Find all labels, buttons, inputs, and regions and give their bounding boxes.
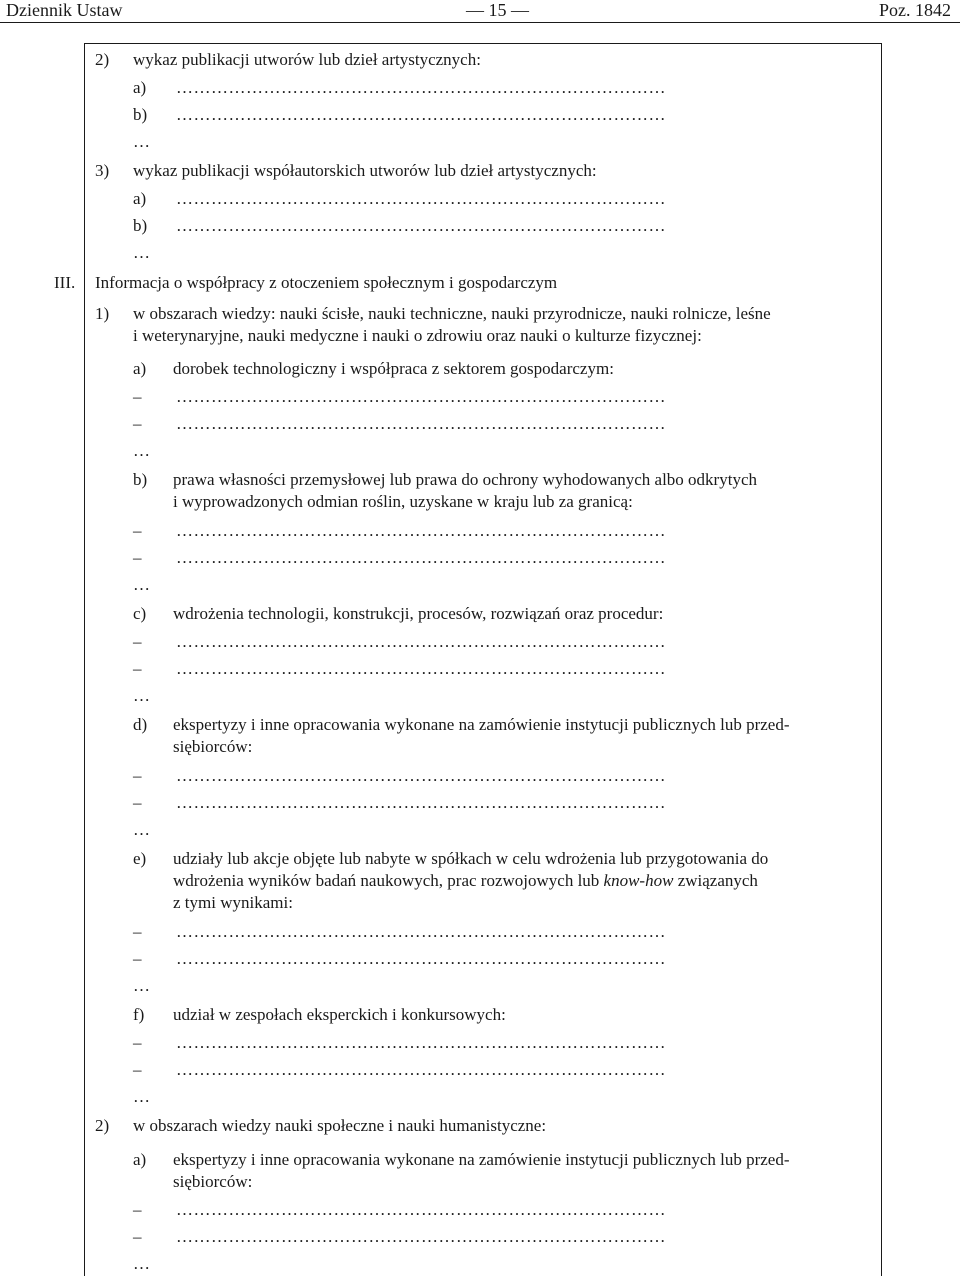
fill-line[interactable]: ………………………………………………………………………… bbox=[176, 521, 666, 540]
fill-line[interactable]: ………………………………………………………………………… bbox=[176, 922, 666, 941]
dash: – bbox=[133, 766, 142, 785]
sub-label: b) bbox=[133, 105, 148, 124]
dash: – bbox=[133, 1200, 142, 1219]
sub-label: f) bbox=[133, 1005, 145, 1024]
sub-text: udział w zespołach eksperckich i konkursowych: bbox=[173, 1005, 506, 1024]
ellipsis: … bbox=[133, 1087, 150, 1106]
sub-label: d) bbox=[133, 715, 148, 734]
dash: – bbox=[133, 659, 142, 678]
sub-label: a) bbox=[133, 78, 147, 97]
dash: – bbox=[133, 1227, 142, 1246]
fill-line[interactable]: ………………………………………………………………………… bbox=[176, 659, 666, 678]
know-how-term: know-how bbox=[603, 871, 674, 890]
fill-line[interactable]: ………………………………………………………………………… bbox=[176, 949, 666, 968]
section-title: Informacja o współpracy z otoczeniem społecznym i gospodarczym bbox=[95, 273, 558, 292]
sub-label: a) bbox=[133, 1150, 147, 1169]
dash: – bbox=[133, 387, 142, 406]
section-number: III. bbox=[54, 273, 76, 292]
item-number: 3) bbox=[95, 161, 110, 180]
page-header bbox=[0, 0, 960, 22]
sub-text: siębiorców: bbox=[173, 737, 253, 756]
sub-text: ekspertyzy i inne opracowania wykonane na zamówienie instytucji publicznych lub przed- bbox=[173, 1150, 790, 1169]
sub-text-part: wdrożenia wyników badań naukowych, prac rozwojowych lub bbox=[173, 871, 604, 890]
fill-line[interactable]: ………………………………………………………………………… bbox=[176, 548, 666, 567]
item-text: wykaz publikacji utworów lub dzieł artystycznych: bbox=[133, 50, 481, 69]
item-text: w obszarach wiedzy nauki społeczne i nauki humanistyczne: bbox=[133, 1116, 547, 1135]
fill-line[interactable]: ………………………………………………………………………… bbox=[176, 793, 666, 812]
ellipsis: … bbox=[133, 1254, 150, 1273]
ellipsis: … bbox=[133, 441, 150, 460]
dash: – bbox=[133, 1033, 142, 1052]
ellipsis: … bbox=[133, 686, 150, 705]
sub-text: siębiorców: bbox=[173, 1172, 253, 1191]
fill-line[interactable]: ………………………………………………………………………… bbox=[176, 1227, 666, 1246]
dash: – bbox=[133, 1060, 142, 1079]
ellipsis: … bbox=[133, 976, 150, 995]
fill-line[interactable]: ………………………………………………………………………… bbox=[176, 1060, 666, 1079]
sub-label: b) bbox=[133, 216, 148, 235]
fill-line[interactable]: ………………………………………………………………………… bbox=[176, 78, 666, 97]
sub-text: z tymi wynikami: bbox=[173, 893, 293, 912]
fill-line[interactable]: ………………………………………………………………………… bbox=[176, 766, 666, 785]
position-number: Poz. 1842 bbox=[879, 0, 951, 20]
header-rule bbox=[0, 22, 960, 23]
fill-line[interactable]: ………………………………………………………………………… bbox=[176, 216, 666, 235]
item-number: 2) bbox=[95, 50, 110, 69]
dash: – bbox=[133, 793, 142, 812]
sub-label: c) bbox=[133, 604, 147, 623]
dash: – bbox=[133, 922, 142, 941]
fill-line[interactable]: ………………………………………………………………………… bbox=[176, 189, 666, 208]
sub-text: dorobek technologiczny i współpraca z sektorem gospodarczym: bbox=[173, 359, 614, 378]
ellipsis: … bbox=[133, 575, 150, 594]
item-text: i weterynaryjne, nauki medyczne i nauki o zdrowiu oraz nauki o kulturze fizycznej: bbox=[133, 326, 702, 345]
sub-text: prawa własności przemysłowej lub prawa do ochrony wyhodowanych albo odkrytych bbox=[173, 470, 757, 489]
sub-label: a) bbox=[133, 359, 147, 378]
fill-line[interactable]: ………………………………………………………………………… bbox=[176, 387, 666, 406]
fill-line[interactable]: ………………………………………………………………………… bbox=[176, 632, 666, 651]
sub-label: e) bbox=[133, 849, 147, 868]
sub-text: i wyprowadzonych odmian roślin, uzyskane w kraju lub za granicą: bbox=[173, 492, 633, 511]
item-text: w obszarach wiedzy: nauki ścisłe, nauki techniczne, nauki przyrodnicze, nauki rolnicze, leśne bbox=[133, 304, 771, 323]
ellipsis: … bbox=[133, 243, 150, 262]
dash: – bbox=[133, 414, 142, 433]
sub-label: a) bbox=[133, 189, 147, 208]
fill-line[interactable]: ………………………………………………………………………… bbox=[176, 414, 666, 433]
fill-line[interactable]: ………………………………………………………………………… bbox=[176, 1200, 666, 1219]
sub-text: udziały lub akcje objęte lub nabyte w spółkach w celu wdrożenia lub przygotowania do bbox=[173, 849, 769, 868]
fill-line[interactable]: ………………………………………………………………………… bbox=[176, 1033, 666, 1052]
journal-name: Dziennik Ustaw bbox=[6, 0, 123, 20]
sub-text bbox=[173, 870, 758, 892]
sub-text-part: związanych bbox=[673, 871, 758, 890]
sub-text: ekspertyzy i inne opracowania wykonane na zamówienie instytucji publicznych lub przed- bbox=[173, 715, 790, 734]
dash: – bbox=[133, 949, 142, 968]
dash: – bbox=[133, 521, 142, 540]
item-number: 1) bbox=[95, 304, 110, 323]
ellipsis: … bbox=[133, 820, 150, 839]
fill-line[interactable]: ………………………………………………………………………… bbox=[176, 105, 666, 124]
item-text: wykaz publikacji współautorskich utworów lub dzieł artystycznych: bbox=[133, 161, 597, 180]
dash: – bbox=[133, 548, 142, 567]
sub-label: b) bbox=[133, 470, 148, 489]
ellipsis: … bbox=[133, 132, 150, 151]
page-number: — 15 — bbox=[466, 0, 529, 20]
sub-text: wdrożenia technologii, konstrukcji, procesów, rozwiązań oraz procedur: bbox=[173, 604, 664, 623]
item-number: 2) bbox=[95, 1116, 110, 1135]
dash: – bbox=[133, 632, 142, 651]
